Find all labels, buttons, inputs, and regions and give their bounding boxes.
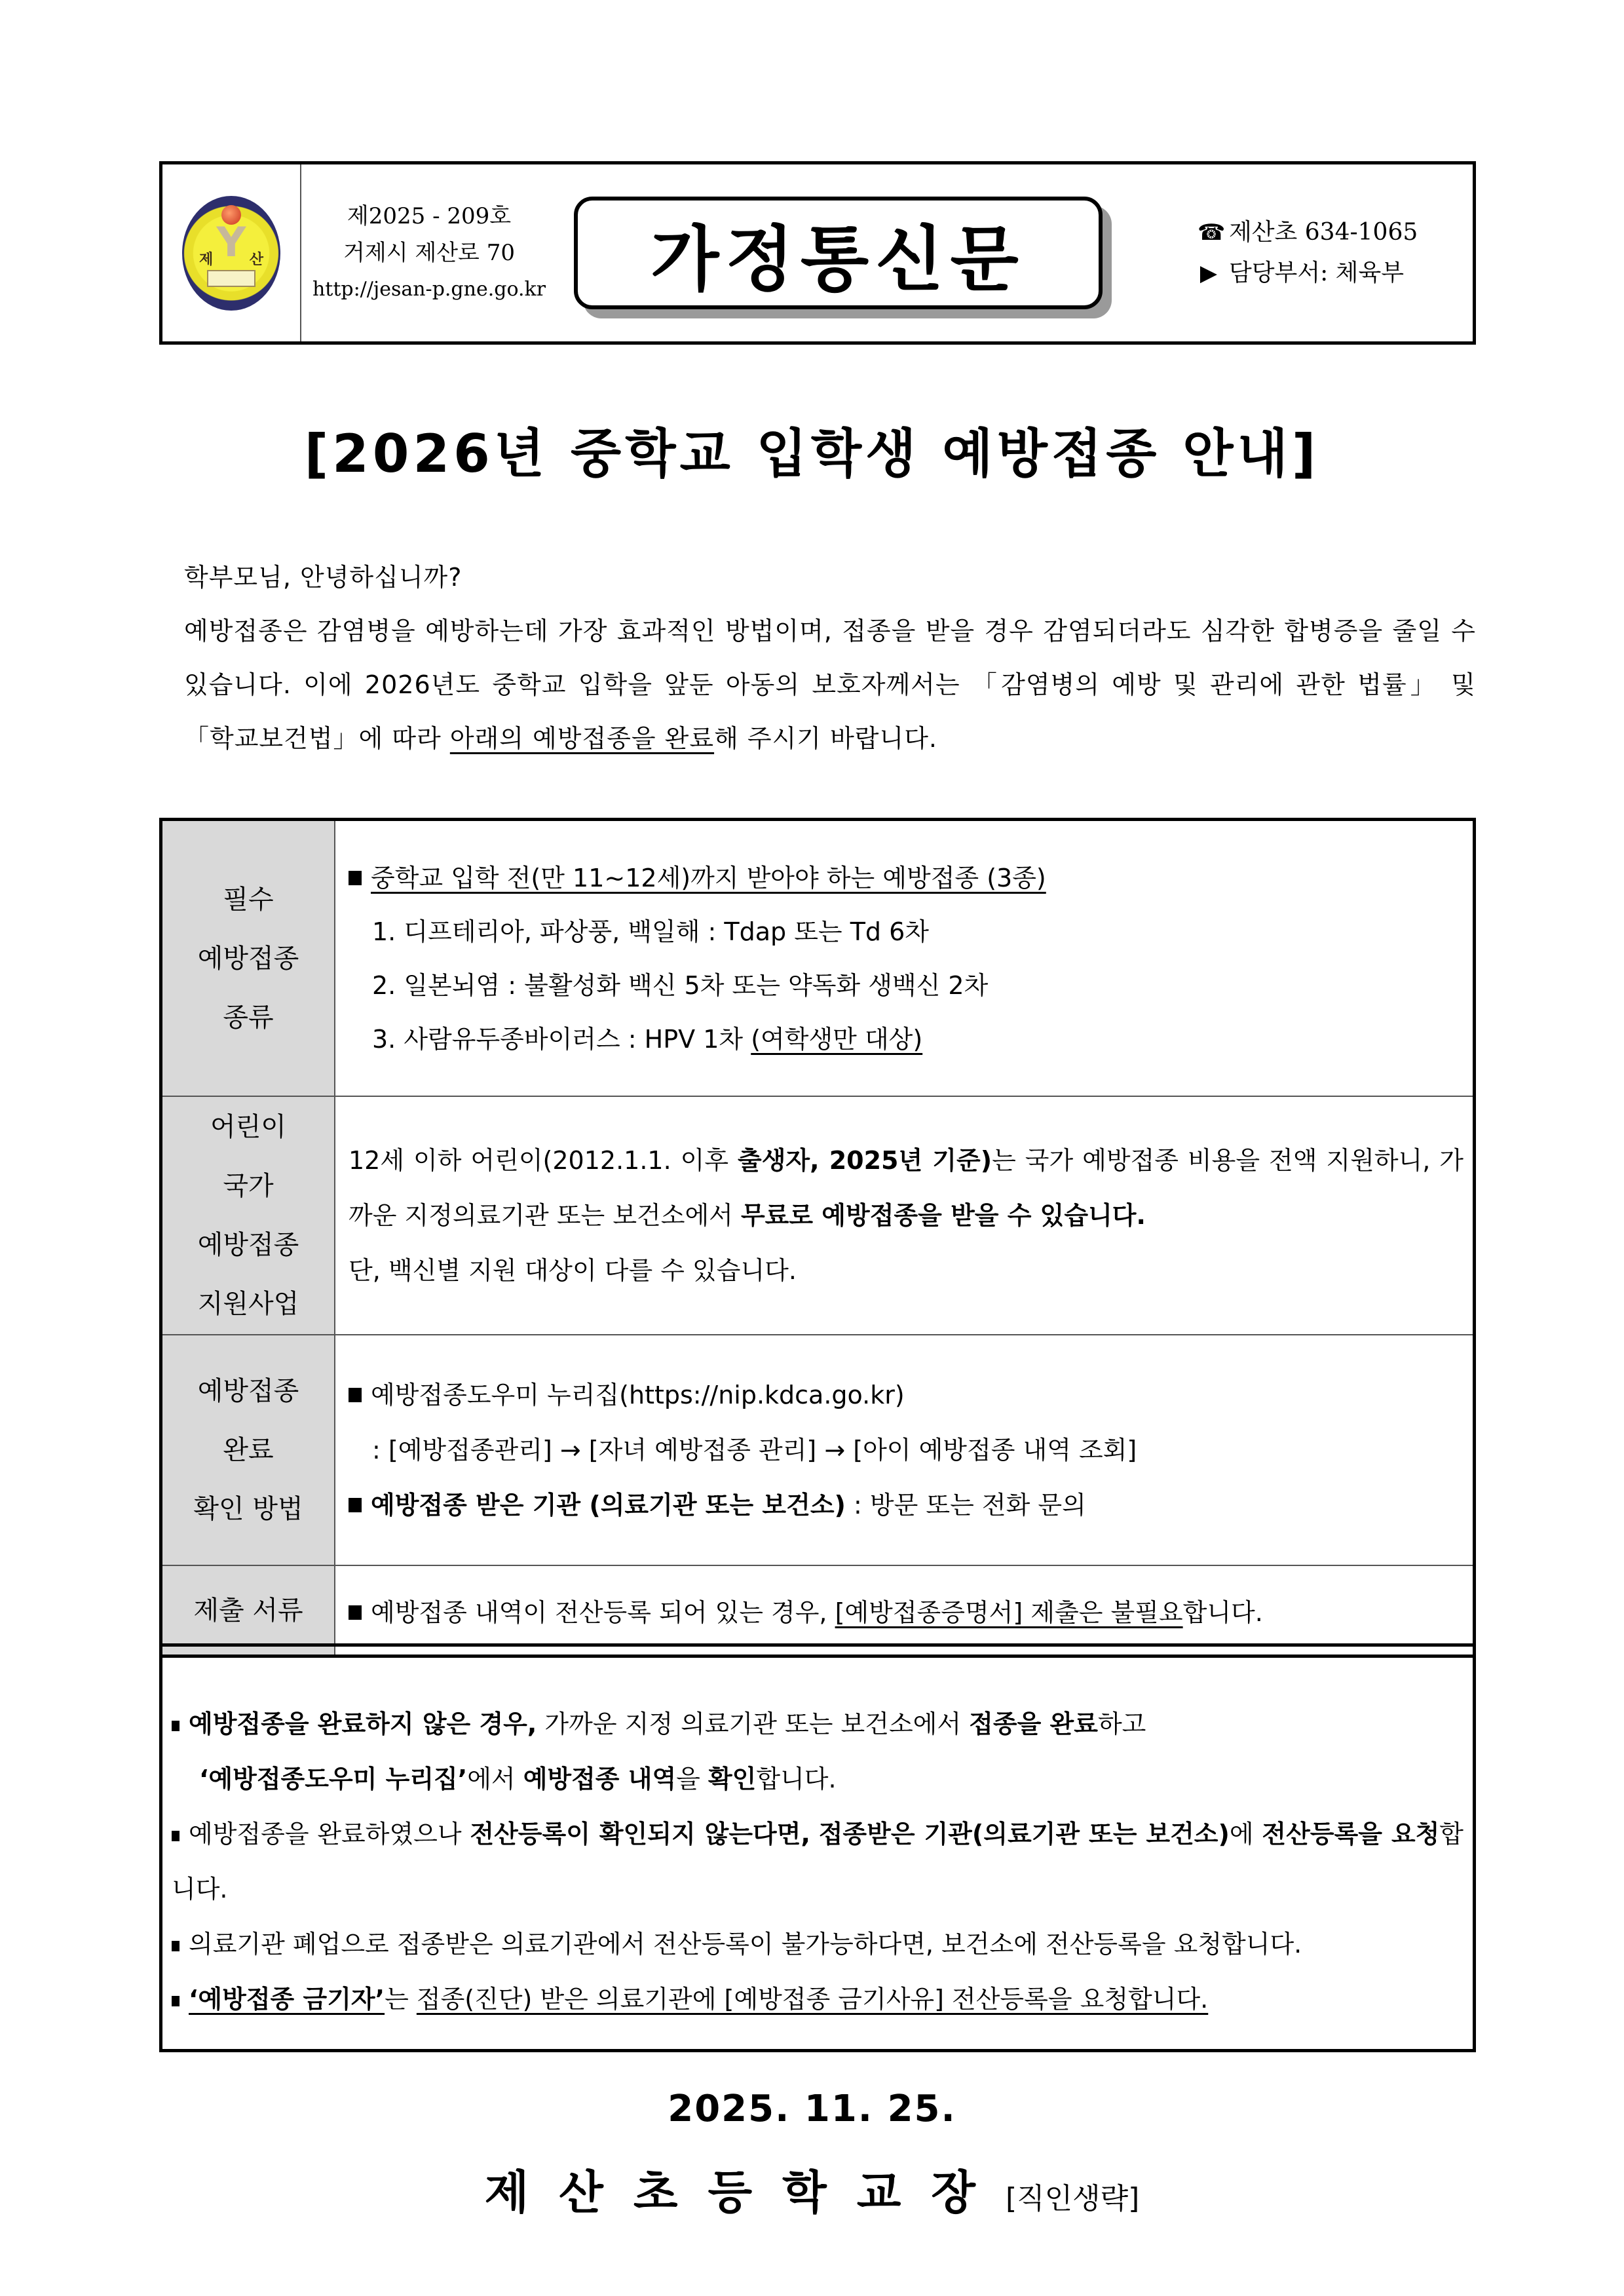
vaccination-info-table [159, 818, 1476, 1658]
note-bold: 전산등록이 확인되지 않는다면, [470, 1820, 810, 1848]
vaccine-item-2: 2. 일본뇌염 : 불활성화 백신 5차 또는 약독화 생백신 2차 [372, 970, 989, 1000]
row-content [335, 1335, 1473, 1565]
row-content [335, 821, 1473, 1096]
support-text-1: 12세 이하 어린이(2012.1.1. 이후 [349, 1146, 738, 1175]
note-bold: 전산등록을 요청 [1262, 1820, 1440, 1848]
notes-box [159, 1643, 1476, 2052]
square-bullet-icon [349, 1605, 362, 1620]
note-bold: 접종받은 기관(의료기관 또는 보건소) [818, 1820, 1230, 1848]
seal-note: [직인생략] [1005, 2182, 1140, 2215]
square-bullet-icon [172, 1721, 179, 1731]
note-item-3 [172, 1917, 1463, 1972]
issue-info [301, 164, 557, 341]
label-line: 완료 [223, 1435, 274, 1465]
intro-emphasis: 아래의 예방접종을 완료 [449, 724, 715, 753]
note-bold: 예방접종 내역 [523, 1765, 677, 1793]
documents-text-2: 합니다. [1182, 1598, 1263, 1627]
school-url[interactable]: http://jesan-p.gne.go.kr [312, 278, 546, 301]
note-bold: 예방접종을 완료하지 않은 경우, [189, 1710, 537, 1738]
note-text: 합니다. [172, 1820, 1464, 1904]
row-label [162, 1335, 335, 1565]
vaccine-item-1: 1. 디프테리아, 파상풍, 백일해 : Tdap 또는 Td 6차 [372, 917, 930, 946]
title-cell [557, 164, 1198, 341]
note-text: 예방접종을 완료하였으나 [189, 1820, 470, 1848]
check-method-path: : [예방접종관리] → [자녀 예방접종 관리] → [아이 예방접종 내역 조회] [372, 1436, 1137, 1464]
table-row-check-method [162, 1335, 1473, 1565]
note-text: 합니다. [756, 1765, 837, 1793]
note-text: 에서 [467, 1765, 523, 1793]
documents-text [349, 1592, 1463, 1628]
label-line: 예방접종 [197, 943, 299, 974]
note-bold: 접종을 완료 [969, 1710, 1098, 1738]
label-line: 지원사업 [197, 1289, 299, 1319]
documents-emphasis: [예방접종증명서] 제출은 불필요 [835, 1598, 1183, 1627]
triangle-right-icon: ▶ [1199, 260, 1218, 286]
department: 담당부서: 체육부 [1229, 259, 1405, 286]
note-text: 는 [385, 1985, 417, 2014]
item3-note: (여학생만 대상) [751, 1024, 923, 1054]
phone-number: 제산초 634-1065 [1229, 219, 1418, 246]
check-method-1 [349, 1368, 1463, 1423]
label-line: 예방접종 [197, 1376, 299, 1406]
intro-text-1: 예방접종은 감염병을 예방하는데 가장 효과적인 방법이며, 접종을 받을 경우 감염되더라도 심각한 합병증을 줄일 수 있습니다. 이에 2026년도 중학교 입학을 앞둔 아동의 보호자께서는 「감염병의 예방 및 관리에 관한 법률」 및 「학교보건법」에 따라 [184, 617, 1476, 753]
check-method-2 [349, 1478, 1463, 1533]
note-underlined: ‘예방접종 금기자’ [189, 1985, 385, 2014]
square-bullet-icon [172, 1941, 179, 1951]
support-bold-2: 무료로 예방접종을 받을 수 있습니다. [740, 1201, 1146, 1230]
intro-text-2: 해 주시기 바랍니다. [714, 724, 937, 753]
department-row [1198, 253, 1473, 294]
square-bullet-icon [172, 1996, 179, 2006]
table-row-national-support [162, 1096, 1473, 1335]
issue-number: 제2025 - 209호 [347, 203, 512, 229]
documents-text-1: 예방접종 내역이 전산등록 되어 있는 경우, [371, 1598, 835, 1627]
newsletter-title: 가정통신문 [651, 218, 1025, 301]
vaccine-item-3 [349, 1012, 1463, 1066]
newsletter-title-box [574, 197, 1103, 309]
intro-section [159, 550, 1476, 765]
note-bold: 확인 [708, 1765, 757, 1793]
note-bold: ‘예방접종도우미 누리집’ [199, 1765, 468, 1793]
row-label [162, 1565, 335, 1655]
logo-cell [162, 164, 301, 341]
document-title: [2026년 중학교 입학생 예방접종 안내] [304, 423, 1320, 484]
square-bullet-icon [349, 1498, 362, 1512]
issue-date: 2025. 11. 25. [668, 2088, 956, 2130]
label-line: 어린이 [210, 1112, 286, 1142]
note-text: 가까운 지정 의료기관 또는 보건소에서 [537, 1710, 970, 1738]
emblem-y: Y [216, 218, 246, 266]
label-line: 필수 [223, 884, 274, 915]
label-line: 국가 [223, 1171, 274, 1201]
note-item-1 [172, 1696, 1463, 1807]
note-item-2 [172, 1807, 1463, 1917]
newsletter-header [159, 161, 1476, 345]
table-row-required-vaccines [162, 821, 1473, 1096]
label-line: 종류 [223, 1002, 274, 1033]
signer-name: 제산초등학교장 [484, 2166, 1006, 2219]
emblem-book [207, 270, 255, 287]
phone-row [1198, 212, 1473, 253]
nip-link-text: 예방접종도우미 누리집(https://nip.kdca.go.kr) [371, 1381, 905, 1409]
required-heading [349, 851, 1463, 905]
support-text-2: 는 국가 예방접종 비용을 전액 지원하니, 가까운 지정의료기관 또는 보건소에서 [349, 1146, 1463, 1230]
label-line: 확인 방법 [193, 1494, 303, 1524]
greeting: 학부모님, 안녕하십니까? [184, 563, 463, 592]
check-method-2-rest: : 방문 또는 전화 문의 [845, 1491, 1086, 1520]
row-label [162, 1096, 335, 1335]
school-address: 거제시 제산로 70 [343, 240, 515, 266]
square-bullet-icon [349, 871, 362, 885]
note-text: 을 [676, 1765, 708, 1793]
row-content [335, 1096, 1473, 1335]
support-text [349, 1133, 1463, 1243]
note-text: 의료기관 폐업으로 접종받은 의료기관에서 전산등록이 불가능하다면, 보건소에 전산등록을 요청합니다. [189, 1930, 1302, 1959]
intro-paragraph [159, 604, 1476, 765]
table-row-documents [162, 1565, 1473, 1655]
school-emblem-icon [182, 196, 280, 311]
contact-info [1198, 164, 1473, 341]
phone-icon: ☎ [1198, 220, 1226, 246]
signer-line [0, 2156, 1624, 2222]
row-label [162, 821, 335, 1096]
support-note: 단, 백신별 지원 대상이 다를 수 있습니다. [349, 1256, 797, 1285]
note-text [810, 1820, 819, 1848]
note-text: 하고 [1097, 1710, 1146, 1738]
square-bullet-icon [349, 1388, 362, 1402]
item3-text: 3. 사람유두종바이러스 : HPV 1차 [372, 1024, 751, 1054]
note-underlined: 접종(진단) 받은 의료기관에 [예방접종 금기사유] 전산등록을 요청합니다. [416, 1985, 1209, 2014]
support-bold-1: 출생자, 2025년 기준) [738, 1146, 992, 1175]
check-method-2-bold: 예방접종 받은 기관 (의료기관 또는 보건소) [371, 1491, 846, 1520]
label-line: 제출 서류 [193, 1595, 303, 1626]
emblem-char-left: 제 [199, 251, 214, 268]
note-text: 에 [1229, 1820, 1262, 1848]
note-item-4 [172, 1972, 1463, 2027]
square-bullet-icon [172, 1831, 179, 1841]
heading-text: 중학교 입학 전(만 11~12세)까지 받아야 하는 예방접종 (3종) [371, 863, 1046, 892]
row-content [335, 1565, 1473, 1655]
label-line: 예방접종 [197, 1230, 299, 1260]
emblem-char-right: 산 [249, 251, 263, 268]
